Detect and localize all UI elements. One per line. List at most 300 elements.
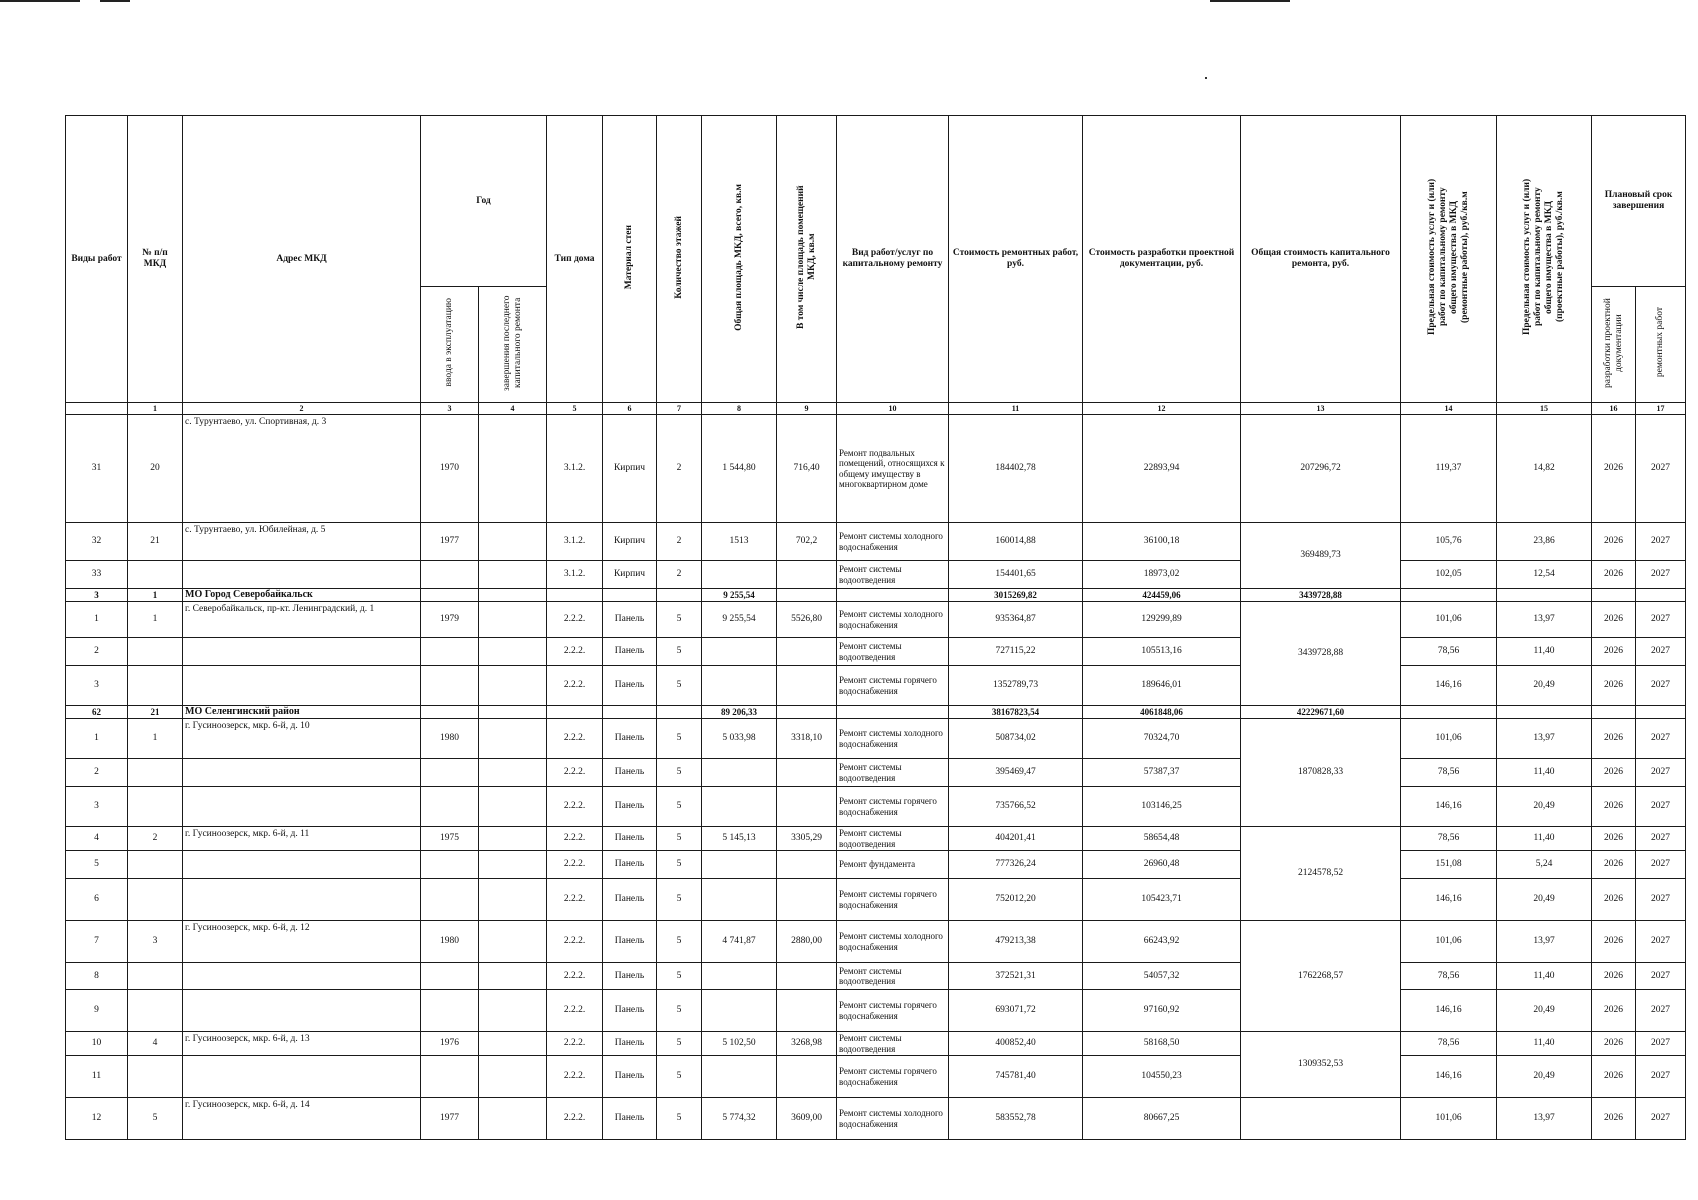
cell-address: МО Город Северобайкальск <box>183 589 421 602</box>
cell-etazhi: 2 <box>657 415 702 523</box>
cell-vid-uslug <box>837 589 949 602</box>
cell-god-vvoda: 1979 <box>421 602 479 638</box>
cell-stoim-proekt: 58654,48 <box>1083 827 1241 851</box>
cell-material: Кирпич <box>603 523 657 561</box>
cell-pred-remont <box>1401 706 1497 719</box>
cell-tip-doma: 3.1.2. <box>547 561 603 589</box>
cell-pred-proekt: 12,54 <box>1497 561 1592 589</box>
cell-vid-uslug: Ремонт системы водоотведения <box>837 827 949 851</box>
cell-address <box>183 787 421 827</box>
cell-vid-uslug: Ремонт системы холодного водоснабжения <box>837 921 949 963</box>
cell-god-vvoda <box>421 638 479 666</box>
cell-stoim-remont: 184402,78 <box>949 415 1083 523</box>
cell-vid-rabot: 6 <box>66 879 128 921</box>
cell-god-remont <box>479 602 547 638</box>
cell-material: Панель <box>603 921 657 963</box>
cell-vid-uslug: Ремонт системы водоотведения <box>837 638 949 666</box>
cell-pred-proekt: 13,97 <box>1497 921 1592 963</box>
cell-stoim-proekt: 57387,37 <box>1083 759 1241 787</box>
cell-material: Панель <box>603 879 657 921</box>
col-num: 16 <box>1592 403 1636 415</box>
cell-pred-remont: 78,56 <box>1401 963 1497 990</box>
header-num-mkd: № п/п МКД <box>128 116 183 403</box>
header-srok: Плановый срок завершения <box>1592 116 1686 287</box>
cell-srok-proekt: 2026 <box>1592 921 1636 963</box>
cell-address: МО Селенгинский район <box>183 706 421 719</box>
cell-tip-doma: 2.2.2. <box>547 827 603 851</box>
cell-god-vvoda: 1976 <box>421 1032 479 1056</box>
header-god-remont: завершения последнего капитального ремонта <box>479 287 547 403</box>
col-num: 5 <box>547 403 603 415</box>
cell-material: Панель <box>603 759 657 787</box>
cell-pred-proekt: 11,40 <box>1497 963 1592 990</box>
cell-stoim-remont: 154401,65 <box>949 561 1083 589</box>
cell-ploshad-pom: 3305,29 <box>777 827 837 851</box>
cell-srok-remont <box>1636 589 1686 602</box>
cell-god-remont <box>479 706 547 719</box>
cell-srok-proekt: 2026 <box>1592 415 1636 523</box>
cell-stoim-proekt: 103146,25 <box>1083 787 1241 827</box>
cell-srok-proekt: 2026 <box>1592 523 1636 561</box>
header-stoim-remont: Стоимость ремонтных работ, руб. <box>949 116 1083 403</box>
cell-etazhi: 5 <box>657 1032 702 1056</box>
cell-ploshad-pom <box>777 963 837 990</box>
cell-etazhi: 5 <box>657 759 702 787</box>
cell-vid-uslug: Ремонт системы водоотведения <box>837 759 949 787</box>
cell-pred-proekt: 20,49 <box>1497 787 1592 827</box>
table-row <box>66 1056 1686 1098</box>
cell-ploshad: 5 102,50 <box>702 1032 777 1056</box>
cell-ploshad: 5 774,32 <box>702 1098 777 1140</box>
cell-god-vvoda <box>421 963 479 990</box>
cell-srok-proekt: 2026 <box>1592 1056 1636 1098</box>
cell-etazhi: 5 <box>657 990 702 1032</box>
table-row <box>66 759 1686 787</box>
cell-material: Панель <box>603 851 657 879</box>
cell-vid-uslug: Ремонт системы водоотведения <box>837 561 949 589</box>
cell-srok-remont: 2027 <box>1636 415 1686 523</box>
cell-vid-uslug: Ремонт системы горячего водоснабжения <box>837 787 949 827</box>
cell-stoim-remont: 752012,20 <box>949 879 1083 921</box>
cell-god-remont <box>479 523 547 561</box>
cell-pred-proekt: 20,49 <box>1497 666 1592 706</box>
cell-ploshad: 5 145,13 <box>702 827 777 851</box>
cell-stoim-remont: 404201,41 <box>949 827 1083 851</box>
header-ploshad-pom: В том числе площадь помещений МКД, кв.м <box>777 116 837 403</box>
cell-god-vvoda: 1977 <box>421 1098 479 1140</box>
cell-address: с. Турунтаево, ул. Юбилейная, д. 5 <box>183 523 421 561</box>
cell-vid-uslug <box>837 706 949 719</box>
cell-ploshad: 4 741,87 <box>702 921 777 963</box>
col-num: 4 <box>479 403 547 415</box>
scan-top-edge-mid <box>100 0 130 2</box>
cell-stoim-remont: 1352789,73 <box>949 666 1083 706</box>
cell-srok-proekt: 2026 <box>1592 1032 1636 1056</box>
cell-stoim-remont: 160014,88 <box>949 523 1083 561</box>
cell-srok-proekt <box>1592 589 1636 602</box>
cell-ploshad <box>702 879 777 921</box>
table-row <box>66 638 1686 666</box>
cell-stoim-proekt: 36100,18 <box>1083 523 1241 561</box>
cell-num-mkd: 20 <box>128 415 183 523</box>
cell-stoim-proekt: 70324,70 <box>1083 719 1241 759</box>
cell-srok-proekt: 2026 <box>1592 1098 1636 1140</box>
column-number-row <box>66 403 1686 415</box>
cell-ploshad <box>702 963 777 990</box>
cell-etazhi: 5 <box>657 666 702 706</box>
cell-god-remont <box>479 638 547 666</box>
cell-stoim-proekt: 22893,94 <box>1083 415 1241 523</box>
cell-obshaya: 207296,72 <box>1241 415 1401 523</box>
cell-material: Кирпич <box>603 415 657 523</box>
cell-srok-proekt: 2026 <box>1592 561 1636 589</box>
cell-vid-rabot: 1 <box>66 602 128 638</box>
cell-vid-uslug: Ремонт системы горячего водоснабжения <box>837 879 949 921</box>
col-num: 10 <box>837 403 949 415</box>
cell-vid-rabot: 3 <box>66 589 128 602</box>
cell-srok-remont: 2027 <box>1636 827 1686 851</box>
cell-god-vvoda <box>421 1056 479 1098</box>
scan-top-edge-left <box>0 0 80 2</box>
cell-god-vvoda: 1977 <box>421 523 479 561</box>
cell-stoim-remont: 479213,38 <box>949 921 1083 963</box>
cell-vid-rabot: 11 <box>66 1056 128 1098</box>
cell-ploshad-pom <box>777 589 837 602</box>
cell-tip-doma: 3.1.2. <box>547 415 603 523</box>
cell-ploshad <box>702 666 777 706</box>
cell-etazhi: 5 <box>657 1056 702 1098</box>
cell-pred-proekt: 11,40 <box>1497 759 1592 787</box>
cell-material <box>603 706 657 719</box>
cell-address <box>183 990 421 1032</box>
cell-etazhi: 5 <box>657 787 702 827</box>
cell-srok-remont: 2027 <box>1636 602 1686 638</box>
col-num: 11 <box>949 403 1083 415</box>
cell-address <box>183 638 421 666</box>
cell-obshaya <box>1241 1098 1401 1140</box>
cell-num-mkd <box>128 561 183 589</box>
cell-num-mkd <box>128 963 183 990</box>
cell-obshaya: 3439728,88 <box>1241 589 1401 602</box>
cell-srok-proekt: 2026 <box>1592 990 1636 1032</box>
cell-tip-doma: 2.2.2. <box>547 638 603 666</box>
cell-material: Панель <box>603 990 657 1032</box>
header-ploshad: Общая площадь МКД, всего, кв.м <box>702 116 777 403</box>
cell-num-mkd: 2 <box>128 827 183 851</box>
cell-stoim-proekt: 58168,50 <box>1083 1032 1241 1056</box>
cell-material: Панель <box>603 963 657 990</box>
cell-ploshad: 5 033,98 <box>702 719 777 759</box>
cell-etazhi: 2 <box>657 523 702 561</box>
cell-stoim-remont: 372521,31 <box>949 963 1083 990</box>
cell-stoim-proekt: 104550,23 <box>1083 1056 1241 1098</box>
cell-srok-proekt: 2026 <box>1592 759 1636 787</box>
cell-num-mkd: 5 <box>128 1098 183 1140</box>
cell-srok-remont: 2027 <box>1636 719 1686 759</box>
cell-etazhi: 5 <box>657 851 702 879</box>
cell-ploshad-pom <box>777 879 837 921</box>
cell-srok-remont: 2027 <box>1636 1056 1686 1098</box>
cell-stoim-remont: 935364,87 <box>949 602 1083 638</box>
header-address: Адрес МКД <box>183 116 421 403</box>
cell-address <box>183 666 421 706</box>
cell-vid-rabot: 32 <box>66 523 128 561</box>
cell-tip-doma: 3.1.2. <box>547 523 603 561</box>
cell-srok-remont: 2027 <box>1636 990 1686 1032</box>
cell-stoim-remont: 735766,52 <box>949 787 1083 827</box>
cell-pred-proekt: 20,49 <box>1497 1056 1592 1098</box>
cell-ploshad: 9 255,54 <box>702 589 777 602</box>
cell-pred-remont: 78,56 <box>1401 638 1497 666</box>
cell-tip-doma: 2.2.2. <box>547 1098 603 1140</box>
cell-pred-remont: 78,56 <box>1401 1032 1497 1056</box>
cell-god-remont <box>479 1056 547 1098</box>
cell-god-remont <box>479 851 547 879</box>
cell-god-vvoda <box>421 990 479 1032</box>
cell-vid-uslug: Ремонт системы водоотведения <box>837 1032 949 1056</box>
cell-ploshad-pom: 2880,00 <box>777 921 837 963</box>
cell-tip-doma: 2.2.2. <box>547 990 603 1032</box>
cell-stoim-remont: 727115,22 <box>949 638 1083 666</box>
header-row <box>66 116 1686 287</box>
cell-pred-remont: 119,37 <box>1401 415 1497 523</box>
cell-god-vvoda <box>421 706 479 719</box>
cell-vid-uslug: Ремонт системы холодного водоснабжения <box>837 602 949 638</box>
cell-material: Панель <box>603 602 657 638</box>
cell-vid-uslug: Ремонт системы холодного водоснабжения <box>837 1098 949 1140</box>
cell-srok-proekt: 2026 <box>1592 666 1636 706</box>
cell-vid-rabot: 7 <box>66 921 128 963</box>
cell-ploshad <box>702 851 777 879</box>
cell-tip-doma: 2.2.2. <box>547 921 603 963</box>
cell-ploshad-pom: 3318,10 <box>777 719 837 759</box>
cell-ploshad-pom: 702,2 <box>777 523 837 561</box>
cell-god-vvoda <box>421 759 479 787</box>
cell-god-vvoda <box>421 589 479 602</box>
cell-vid-rabot: 5 <box>66 851 128 879</box>
cell-address: г. Гусиноозерск, мкр. 6-й, д. 12 <box>183 921 421 963</box>
cell-etazhi <box>657 706 702 719</box>
cell-address <box>183 1056 421 1098</box>
cell-stoim-proekt: 97160,92 <box>1083 990 1241 1032</box>
cell-ploshad-pom <box>777 706 837 719</box>
cell-stoim-remont: 693071,72 <box>949 990 1083 1032</box>
table-row <box>66 719 1686 759</box>
cell-ploshad <box>702 1056 777 1098</box>
cell-ploshad-pom <box>777 851 837 879</box>
table-row <box>66 851 1686 879</box>
col-num: 2 <box>183 403 421 415</box>
cell-material: Панель <box>603 666 657 706</box>
cell-address: г. Гусиноозерск, мкр. 6-й, д. 11 <box>183 827 421 851</box>
cell-vid-uslug: Ремонт системы холодного водоснабжения <box>837 523 949 561</box>
cell-pred-proekt: 11,40 <box>1497 827 1592 851</box>
cell-vid-rabot: 8 <box>66 963 128 990</box>
cell-address <box>183 963 421 990</box>
cell-stoim-proekt: 80667,25 <box>1083 1098 1241 1140</box>
cell-god-vvoda: 1970 <box>421 415 479 523</box>
cell-god-vvoda <box>421 561 479 589</box>
table-row <box>66 990 1686 1032</box>
cell-pred-remont: 101,06 <box>1401 602 1497 638</box>
cell-tip-doma: 2.2.2. <box>547 851 603 879</box>
header-etazhi: Количество этажей <box>657 116 702 403</box>
cell-tip-doma <box>547 589 603 602</box>
cell-tip-doma: 2.2.2. <box>547 759 603 787</box>
cell-pred-remont: 78,56 <box>1401 827 1497 851</box>
cell-obshaya: 3439728,88 <box>1241 602 1401 706</box>
cell-obshaya: 1309352,53 <box>1241 1032 1401 1098</box>
cell-god-remont <box>479 787 547 827</box>
header-vid-uslug: Вид работ/услуг по капитальному ремонту <box>837 116 949 403</box>
cell-srok-remont: 2027 <box>1636 787 1686 827</box>
cell-material: Панель <box>603 719 657 759</box>
table-row <box>66 561 1686 589</box>
cell-vid-uslug: Ремонт фундамента <box>837 851 949 879</box>
cell-stoim-proekt: 4061848,06 <box>1083 706 1241 719</box>
cell-stoim-remont: 583552,78 <box>949 1098 1083 1140</box>
cell-ploshad-pom <box>777 666 837 706</box>
cell-ploshad-pom: 716,40 <box>777 415 837 523</box>
cell-stoim-proekt: 424459,06 <box>1083 589 1241 602</box>
cell-etazhi: 5 <box>657 638 702 666</box>
cell-num-mkd <box>128 759 183 787</box>
cell-ploshad <box>702 990 777 1032</box>
cell-ploshad-pom <box>777 1056 837 1098</box>
cell-srok-remont: 2027 <box>1636 879 1686 921</box>
col-num: 17 <box>1636 403 1686 415</box>
cell-etazhi: 5 <box>657 921 702 963</box>
table-row <box>66 827 1686 851</box>
cell-ploshad: 1513 <box>702 523 777 561</box>
cell-tip-doma <box>547 706 603 719</box>
cell-address: г. Гусиноозерск, мкр. 6-й, д. 10 <box>183 719 421 759</box>
cell-pred-proekt: 13,97 <box>1497 602 1592 638</box>
cell-tip-doma: 2.2.2. <box>547 719 603 759</box>
col-num: 7 <box>657 403 702 415</box>
cell-god-remont <box>479 963 547 990</box>
cell-etazhi: 5 <box>657 1098 702 1140</box>
cell-material: Панель <box>603 787 657 827</box>
cell-etazhi: 5 <box>657 719 702 759</box>
cell-tip-doma: 2.2.2. <box>547 1032 603 1056</box>
cell-stoim-remont: 3015269,82 <box>949 589 1083 602</box>
cell-ploshad-pom <box>777 638 837 666</box>
cell-pred-proekt: 5,24 <box>1497 851 1592 879</box>
cell-vid-uslug: Ремонт подвальных помещений, относящихся к общему имуществу в многоквартирном доме <box>837 415 949 523</box>
cell-ploshad: 89 206,33 <box>702 706 777 719</box>
cell-num-mkd: 3 <box>128 921 183 963</box>
cell-srok-proekt: 2026 <box>1592 851 1636 879</box>
header-srok-proekt: разработки проектной документации <box>1592 287 1636 403</box>
cell-stoim-proekt: 105513,16 <box>1083 638 1241 666</box>
cell-god-remont <box>479 879 547 921</box>
cell-god-vvoda: 1975 <box>421 827 479 851</box>
cell-tip-doma: 2.2.2. <box>547 666 603 706</box>
cell-num-mkd: 21 <box>128 706 183 719</box>
col-num: 6 <box>603 403 657 415</box>
cell-god-remont <box>479 1032 547 1056</box>
cell-god-remont <box>479 719 547 759</box>
cell-ploshad <box>702 561 777 589</box>
header-god-vvoda: ввода в эксплуатацию <box>421 287 479 403</box>
cell-srok-remont: 2027 <box>1636 666 1686 706</box>
cell-ploshad-pom: 3609,00 <box>777 1098 837 1140</box>
cell-vid-rabot: 9 <box>66 990 128 1032</box>
col-num: 14 <box>1401 403 1497 415</box>
cell-tip-doma: 2.2.2. <box>547 787 603 827</box>
cell-etazhi: 2 <box>657 561 702 589</box>
header-obshaya: Общая стоимость капитального ремонта, руб. <box>1241 116 1401 403</box>
cell-ploshad-pom <box>777 787 837 827</box>
cell-num-mkd <box>128 851 183 879</box>
cell-god-vvoda <box>421 851 479 879</box>
cell-num-mkd: 1 <box>128 589 183 602</box>
cell-ploshad <box>702 759 777 787</box>
cell-stoim-proekt: 26960,48 <box>1083 851 1241 879</box>
cell-stoim-remont: 777326,24 <box>949 851 1083 879</box>
cell-vid-rabot: 4 <box>66 827 128 851</box>
cell-stoim-remont: 395469,47 <box>949 759 1083 787</box>
col-num: 13 <box>1241 403 1401 415</box>
cell-god-vvoda <box>421 879 479 921</box>
header-stoim-proekt: Стоимость разработки проектной документации, руб. <box>1083 116 1241 403</box>
cell-god-remont <box>479 990 547 1032</box>
cell-pred-remont: 146,16 <box>1401 1056 1497 1098</box>
cell-god-vvoda <box>421 666 479 706</box>
table-row <box>66 666 1686 706</box>
cell-address <box>183 879 421 921</box>
header-pred-remont: Предельная стоимость услуг и (или) работ по капитальному ремонту общего имущества в МКД (ремонтные работы), руб./кв.м <box>1401 116 1497 403</box>
cell-ploshad: 1 544,80 <box>702 415 777 523</box>
cell-obshaya: 1870828,33 <box>1241 719 1401 827</box>
cell-num-mkd <box>128 638 183 666</box>
cell-ploshad <box>702 638 777 666</box>
cell-vid-uslug: Ремонт системы холодного водоснабжения <box>837 719 949 759</box>
table-row <box>66 602 1686 638</box>
cell-god-remont <box>479 589 547 602</box>
cell-address: с. Турунтаево, ул. Спортивная, д. 3 <box>183 415 421 523</box>
cell-pred-remont: 105,76 <box>1401 523 1497 561</box>
cell-tip-doma: 2.2.2. <box>547 1056 603 1098</box>
cell-god-remont <box>479 415 547 523</box>
cell-vid-rabot: 31 <box>66 415 128 523</box>
cell-god-remont <box>479 759 547 787</box>
cell-srok-remont <box>1636 706 1686 719</box>
table-row <box>66 787 1686 827</box>
cell-pred-remont: 146,16 <box>1401 666 1497 706</box>
cell-etazhi: 5 <box>657 827 702 851</box>
cell-etazhi <box>657 589 702 602</box>
col-num: 9 <box>777 403 837 415</box>
scan-speck <box>1205 77 1207 79</box>
cell-vid-rabot: 12 <box>66 1098 128 1140</box>
cell-vid-rabot: 3 <box>66 666 128 706</box>
cell-address <box>183 851 421 879</box>
cell-tip-doma: 2.2.2. <box>547 602 603 638</box>
table-row <box>66 415 1686 523</box>
cell-vid-rabot: 2 <box>66 638 128 666</box>
cell-pred-remont: 146,16 <box>1401 990 1497 1032</box>
header-god: Год <box>421 116 547 287</box>
capital-repair-table <box>65 115 1686 1140</box>
cell-pred-proekt: 11,40 <box>1497 1032 1592 1056</box>
cell-pred-proekt: 13,97 <box>1497 719 1592 759</box>
cell-vid-rabot: 1 <box>66 719 128 759</box>
cell-etazhi: 5 <box>657 879 702 921</box>
cell-stoim-proekt: 54057,32 <box>1083 963 1241 990</box>
cell-vid-uslug: Ремонт системы горячего водоснабжения <box>837 990 949 1032</box>
